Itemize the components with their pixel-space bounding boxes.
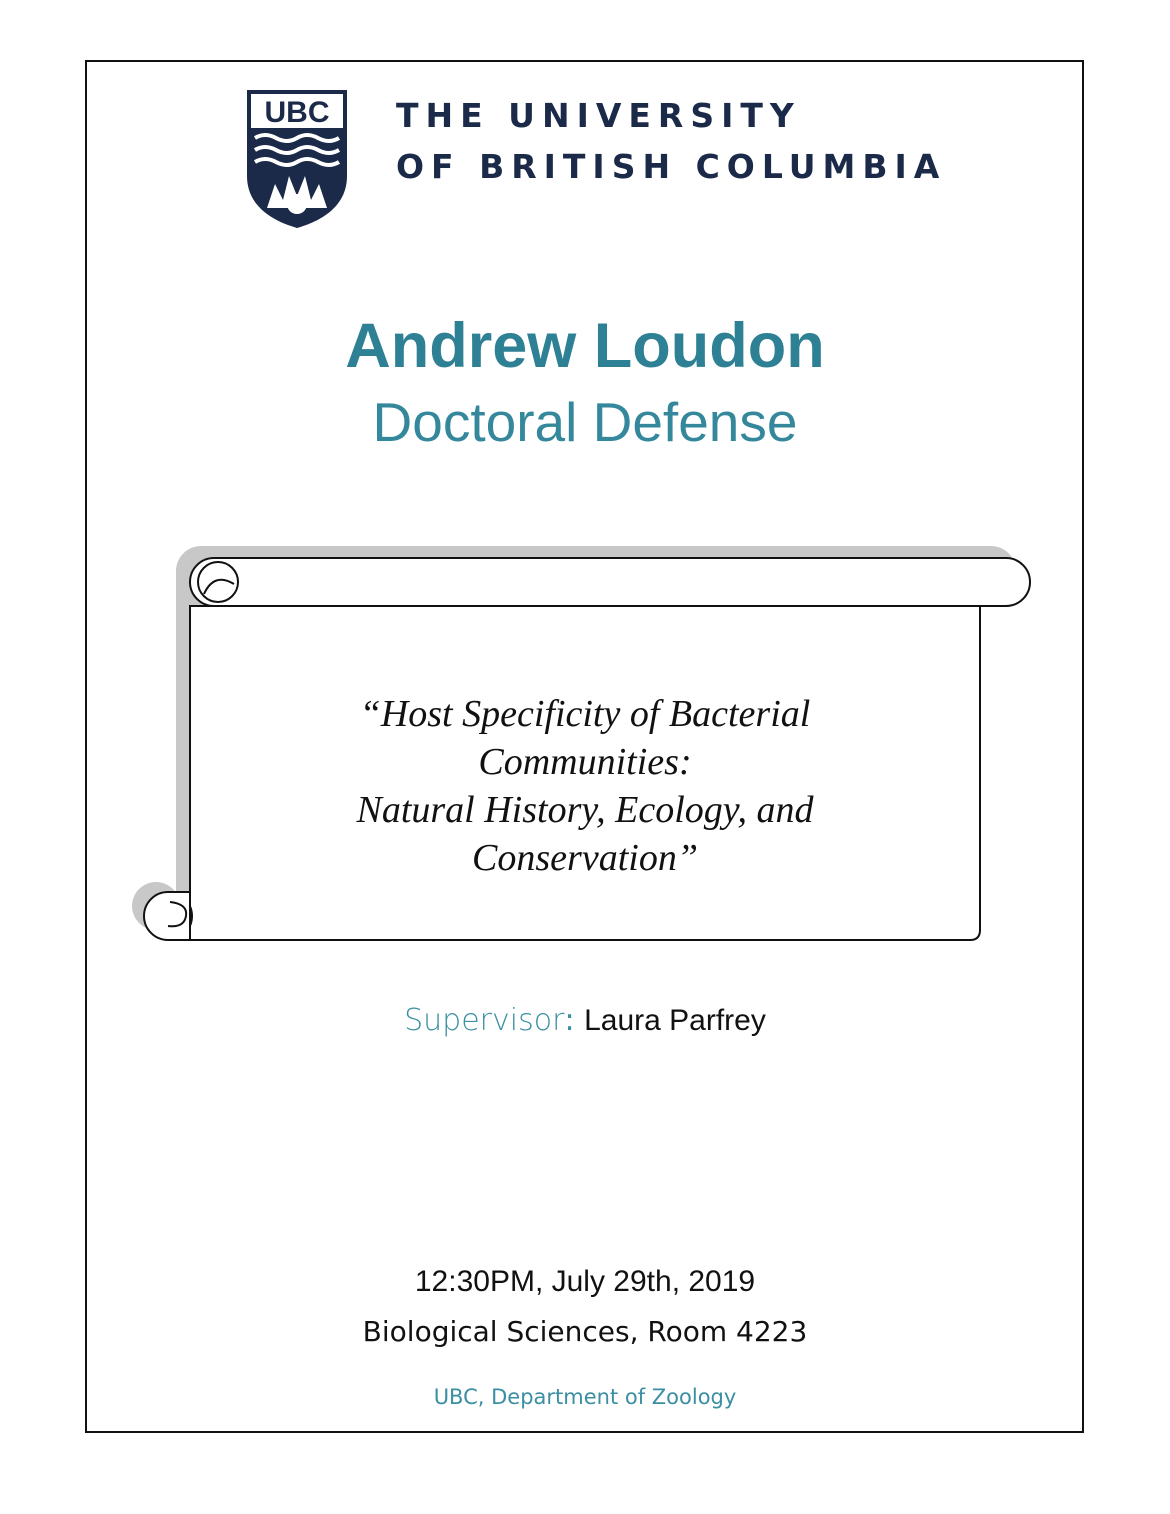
thesis-title	[300, 690, 870, 882]
event-datetime: 12:30PM, July 29th, 2019	[414, 1265, 756, 1298]
event-type: Doctoral Defense	[372, 391, 798, 453]
university-name-line2: OF BRITISH COLUMBIA	[396, 147, 947, 186]
thesis-title-line: Conservation”	[472, 837, 698, 879]
supervisor-line	[0, 1003, 1170, 1038]
department-name: UBC, Department of Zoology	[433, 1385, 737, 1409]
supervisor-name: Laura Parfrey	[584, 1004, 766, 1037]
event-location: Biological Sciences, Room 4223	[362, 1315, 808, 1348]
supervisor-label: Supervisor	[404, 1003, 565, 1038]
logo-shield-text: UBC	[264, 96, 330, 129]
supervisor-colon: :	[564, 1003, 575, 1038]
candidate-name: Andrew Loudon	[345, 311, 825, 381]
thesis-title-line: Communities:	[478, 741, 692, 783]
ubc-logo	[245, 88, 349, 230]
thesis-title-line: “Host Specificity of Bacterial	[359, 693, 811, 735]
thesis-title-line: Natural History, Ecology, and	[356, 789, 814, 831]
university-name-line1: THE UNIVERSITY	[396, 96, 801, 135]
